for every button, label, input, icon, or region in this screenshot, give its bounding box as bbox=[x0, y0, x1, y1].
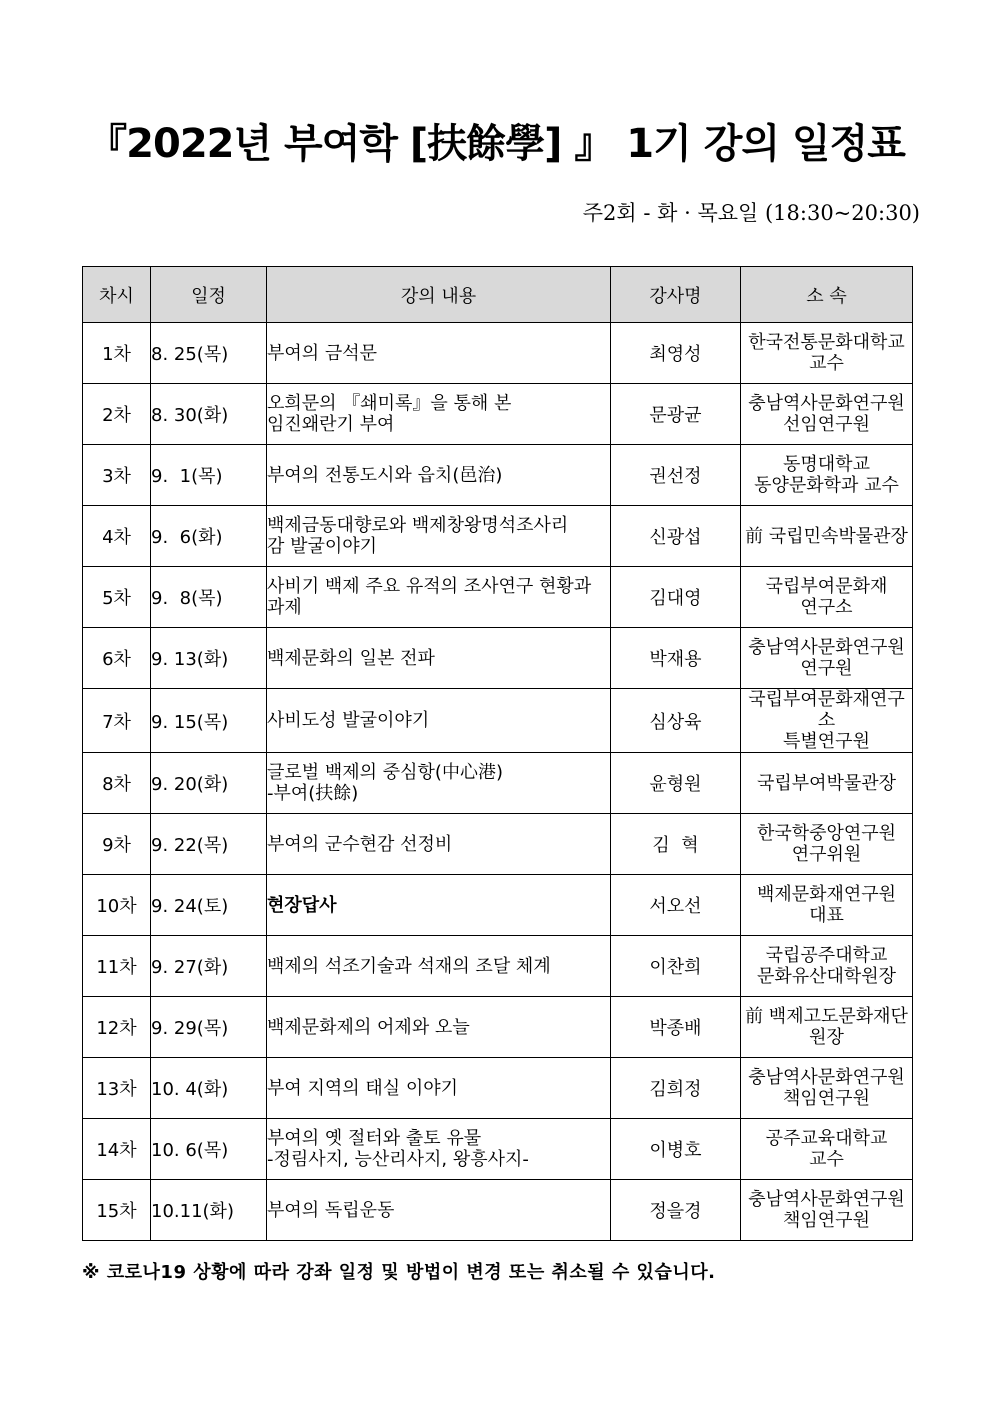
content-line: 글로벌 백제의 중심항(中心港) bbox=[267, 762, 503, 783]
content-line: 부여의 금석문 bbox=[267, 342, 378, 364]
content-cell bbox=[267, 814, 611, 875]
content-cell bbox=[267, 1058, 611, 1119]
content-cell bbox=[267, 506, 611, 567]
lecturer-cell: 문광균 bbox=[611, 384, 741, 445]
content-line: -부여(扶餘) bbox=[267, 783, 359, 804]
affiliation-cell bbox=[741, 753, 913, 814]
content-cell bbox=[267, 936, 611, 997]
content-line: 부여의 독립운동 bbox=[267, 1199, 395, 1221]
lecturer-cell: 김 혁 bbox=[611, 814, 741, 875]
session-cell: 14차 bbox=[83, 1119, 151, 1180]
affiliation-cell bbox=[741, 323, 913, 384]
affiliation-line: 교수 bbox=[809, 1149, 844, 1170]
affiliation-line: 교수 bbox=[809, 353, 844, 374]
affiliation-cell bbox=[741, 1180, 913, 1241]
content-cell bbox=[267, 689, 611, 753]
content-line: 과제 bbox=[267, 597, 302, 618]
table-row bbox=[83, 753, 913, 814]
affiliation-cell bbox=[741, 445, 913, 506]
affiliation-cell bbox=[741, 628, 913, 689]
affiliation-line: 백제문화재연구원 bbox=[756, 884, 897, 905]
lecturer-cell: 신광섭 bbox=[611, 506, 741, 567]
affiliation-line: 국립공주대학교 bbox=[765, 945, 888, 966]
content-line: 현장답사 bbox=[267, 894, 337, 916]
content-cell bbox=[267, 628, 611, 689]
date-cell: 8. 25(목) bbox=[151, 323, 267, 384]
date-cell: 10. 6(목) bbox=[151, 1119, 267, 1180]
affiliation-cell bbox=[741, 1058, 913, 1119]
content-line: 백제금동대향로와 백제창왕명석조사리 bbox=[267, 515, 569, 536]
affiliation-line: 연구위원 bbox=[791, 844, 862, 865]
lecturer-cell: 박재용 bbox=[611, 628, 741, 689]
table-row bbox=[83, 384, 913, 445]
content-line: 부여의 군수현감 선정비 bbox=[267, 833, 453, 855]
content-line: 백제문화의 일본 전파 bbox=[267, 647, 435, 669]
affiliation-line: 前 국립민속박물관장 bbox=[745, 525, 908, 547]
affiliation-cell bbox=[741, 997, 913, 1058]
session-cell: 8차 bbox=[83, 753, 151, 814]
affiliation-line: 국립부여문화재연구소 bbox=[748, 689, 905, 731]
affiliation-cell bbox=[741, 1119, 913, 1180]
affiliation-line: 책임연구원 bbox=[783, 1088, 870, 1109]
affiliation-line: 특별연구원 bbox=[783, 731, 870, 752]
table-body bbox=[83, 323, 913, 1241]
table-header-row bbox=[83, 267, 913, 323]
date-cell: 9. 24(토) bbox=[151, 875, 267, 936]
table-row bbox=[83, 997, 913, 1058]
lecturer-cell: 박종배 bbox=[611, 997, 741, 1058]
affiliation-line: 충남역사문화연구원 bbox=[748, 1067, 905, 1088]
lecturer-cell: 이찬희 bbox=[611, 936, 741, 997]
table-row bbox=[83, 936, 913, 997]
table-row bbox=[83, 814, 913, 875]
date-cell: 10.11(화) bbox=[151, 1180, 267, 1241]
content-line: 부여의 옛 절터와 출토 유물 bbox=[267, 1128, 482, 1149]
content-cell bbox=[267, 753, 611, 814]
affiliation-cell bbox=[741, 875, 913, 936]
table-row bbox=[83, 323, 913, 384]
lecturer-cell: 최영성 bbox=[611, 323, 741, 384]
affiliation-cell bbox=[741, 814, 913, 875]
date-cell: 9. 6(화) bbox=[151, 506, 267, 567]
date-cell: 9. 13(화) bbox=[151, 628, 267, 689]
affiliation-line: 前 백제고도문화재단 bbox=[745, 1006, 908, 1027]
content-cell bbox=[267, 997, 611, 1058]
affiliation-cell bbox=[741, 567, 913, 628]
content-cell bbox=[267, 567, 611, 628]
header-session: 차시 bbox=[83, 267, 151, 323]
lecturer-cell: 윤형원 bbox=[611, 753, 741, 814]
content-cell bbox=[267, 323, 611, 384]
content-line: -정림사지, 능산리사지, 왕흥사지- bbox=[267, 1149, 529, 1170]
affiliation-line: 충남역사문화연구원 bbox=[748, 1189, 905, 1210]
content-cell bbox=[267, 1180, 611, 1241]
header-lecturer: 강사명 bbox=[611, 267, 741, 323]
content-line: 백제문화제의 어제와 오늘 bbox=[267, 1016, 470, 1038]
content-line: 임진왜란기 부여 bbox=[267, 414, 395, 435]
session-cell: 7차 bbox=[83, 689, 151, 753]
affiliation-line: 원장 bbox=[809, 1027, 844, 1048]
session-cell: 6차 bbox=[83, 628, 151, 689]
schedule-subtitle: 주2회 - 화 · 목요일 (18:30~20:30) bbox=[582, 201, 920, 225]
affiliation-cell bbox=[741, 384, 913, 445]
session-cell: 4차 bbox=[83, 506, 151, 567]
content-line: 백제의 석조기술과 석재의 조달 체계 bbox=[267, 955, 551, 977]
affiliation-line: 국립부여문화재 bbox=[765, 576, 888, 597]
lecturer-cell: 김대영 bbox=[611, 567, 741, 628]
table-row bbox=[83, 445, 913, 506]
content-line: 오희문의 『쇄미록』을 통해 본 bbox=[267, 393, 512, 414]
content-cell bbox=[267, 1119, 611, 1180]
session-cell: 10차 bbox=[83, 875, 151, 936]
date-cell: 8. 30(화) bbox=[151, 384, 267, 445]
content-line: 사비도성 발굴이야기 bbox=[267, 710, 430, 731]
document-title: 『2022년 부여학 [扶餘學] 』 1기 강의 일정표 bbox=[87, 121, 905, 167]
table-row bbox=[83, 1119, 913, 1180]
table-row bbox=[83, 689, 913, 753]
session-cell: 5차 bbox=[83, 567, 151, 628]
content-line: 감 발굴이야기 bbox=[267, 536, 378, 557]
affiliation-line: 한국전통문화대학교 bbox=[748, 332, 905, 353]
affiliation-line: 한국학중앙연구원 bbox=[756, 823, 897, 844]
affiliation-line: 연구원 bbox=[800, 658, 853, 679]
affiliation-cell bbox=[741, 689, 913, 753]
date-cell: 9. 20(화) bbox=[151, 753, 267, 814]
content-cell bbox=[267, 384, 611, 445]
date-cell: 9. 29(목) bbox=[151, 997, 267, 1058]
content-cell bbox=[267, 445, 611, 506]
header-date: 일정 bbox=[151, 267, 267, 323]
lecturer-cell: 이병호 bbox=[611, 1119, 741, 1180]
session-cell: 13차 bbox=[83, 1058, 151, 1119]
session-cell: 15차 bbox=[83, 1180, 151, 1241]
affiliation-line: 대표 bbox=[809, 905, 844, 926]
content-line: 사비기 백제 주요 유적의 조사연구 현황과 bbox=[267, 576, 592, 597]
lecturer-cell: 심상육 bbox=[611, 689, 741, 753]
affiliation-line: 동명대학교 bbox=[783, 454, 870, 475]
lecturer-cell: 정을경 bbox=[611, 1180, 741, 1241]
affiliation-line: 국립부여박물관장 bbox=[756, 772, 897, 794]
lecturer-cell: 김희정 bbox=[611, 1058, 741, 1119]
content-cell bbox=[267, 875, 611, 936]
affiliation-cell bbox=[741, 506, 913, 567]
session-cell: 11차 bbox=[83, 936, 151, 997]
affiliation-line: 책임연구원 bbox=[783, 1210, 870, 1231]
lecturer-cell: 서오선 bbox=[611, 875, 741, 936]
table-row bbox=[83, 875, 913, 936]
header-content: 강의 내용 bbox=[267, 267, 611, 323]
session-cell: 3차 bbox=[83, 445, 151, 506]
affiliation-line: 문화유산대학원장 bbox=[756, 966, 897, 987]
date-cell: 9. 22(목) bbox=[151, 814, 267, 875]
affiliation-line: 선임연구원 bbox=[783, 414, 870, 435]
lecture-schedule-table bbox=[82, 266, 913, 1241]
affiliation-line: 공주교육대학교 bbox=[765, 1128, 888, 1149]
date-cell: 9. 1(목) bbox=[151, 445, 267, 506]
date-cell: 9. 8(목) bbox=[151, 567, 267, 628]
header-affiliation: 소 속 bbox=[741, 267, 913, 323]
table-row bbox=[83, 1180, 913, 1241]
notice-text: ※ 코로나19 상황에 따라 강좌 일정 및 방법이 변경 또는 취소될 수 있습니다. bbox=[82, 1262, 716, 1283]
date-cell: 9. 15(목) bbox=[151, 689, 267, 753]
session-cell: 2차 bbox=[83, 384, 151, 445]
table-row bbox=[83, 506, 913, 567]
session-cell: 9차 bbox=[83, 814, 151, 875]
table-row bbox=[83, 628, 913, 689]
affiliation-cell bbox=[741, 936, 913, 997]
date-cell: 9. 27(화) bbox=[151, 936, 267, 997]
affiliation-line: 충남역사문화연구원 bbox=[748, 637, 905, 658]
affiliation-line: 동양문화학과 교수 bbox=[754, 475, 899, 496]
lecturer-cell: 권선정 bbox=[611, 445, 741, 506]
session-cell: 1차 bbox=[83, 323, 151, 384]
table-row bbox=[83, 567, 913, 628]
content-line: 부여의 전통도시와 읍치(邑治) bbox=[267, 464, 503, 486]
content-line: 부여 지역의 태실 이야기 bbox=[267, 1077, 459, 1099]
table-row bbox=[83, 1058, 913, 1119]
session-cell: 12차 bbox=[83, 997, 151, 1058]
date-cell: 10. 4(화) bbox=[151, 1058, 267, 1119]
affiliation-line: 충남역사문화연구원 bbox=[748, 393, 905, 414]
affiliation-line: 연구소 bbox=[800, 597, 853, 618]
